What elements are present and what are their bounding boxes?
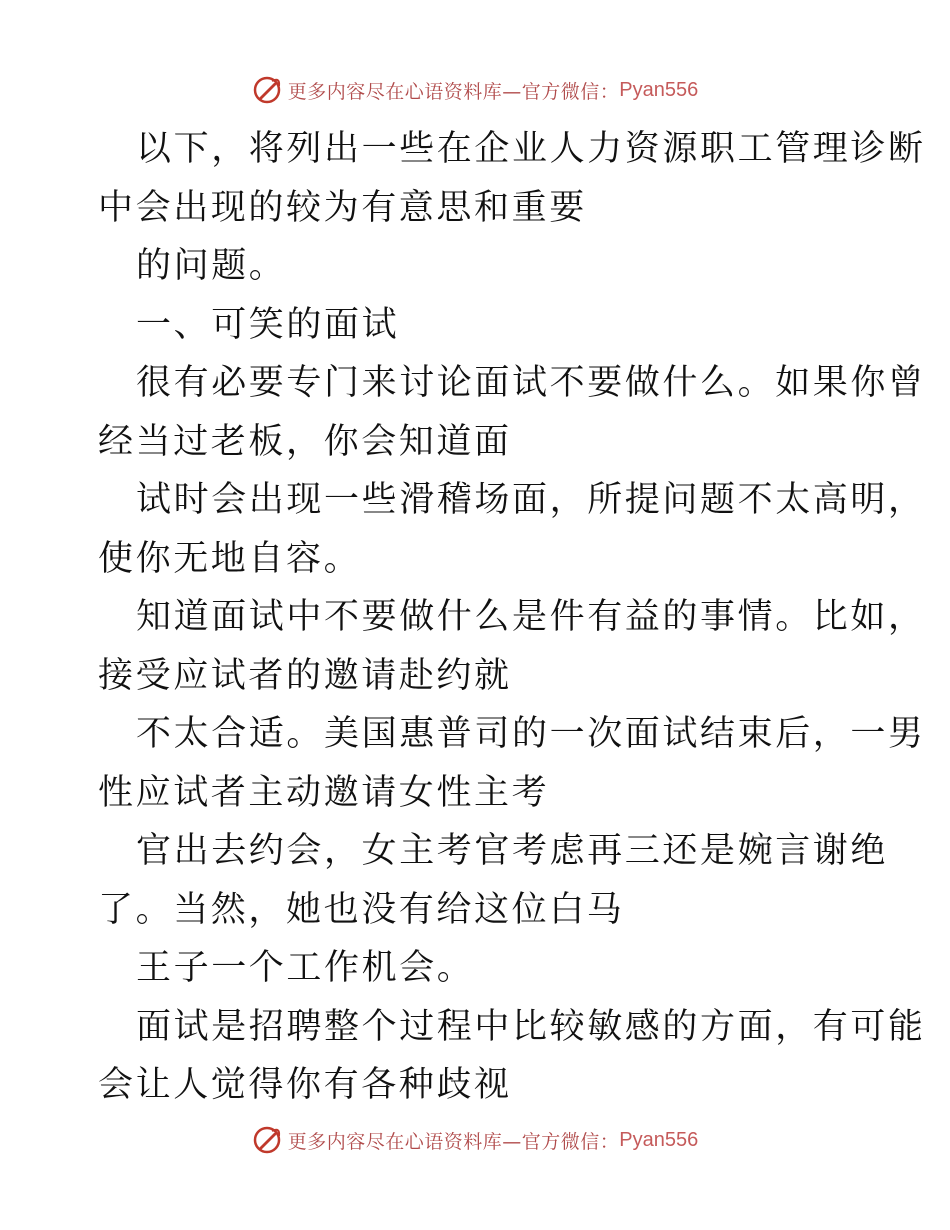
footer-banner-text: 更多内容尽在心语资料库—官方微信： [287,1130,620,1153]
paragraph-line: 中会出现的较为有意思和重要 [98,187,587,228]
paragraph-line: 经当过老板，你会知道面 [98,421,512,462]
paragraph-line: 很有必要专门来讨论面试不要做什么。如果你曾 [136,363,926,403]
paragraph-line: 使你无地自容。 [98,538,362,579]
paragraph-line: 了。当然，她也没有给这位白马 [98,889,625,930]
paragraph-line: 以下，将列出一些在企业人力资源职工管理诊断 [136,129,926,169]
paragraph-line: 知道面试中不要做什么是件有益的事情。比如， [136,597,926,637]
paragraph-line: 的问题。 [136,246,287,286]
paragraph-line: 不太合适。美国惠普司的一次面试结束后，一男 [136,714,926,754]
header-banner-text: 更多内容尽在心语资料库—官方微信： [287,80,620,103]
paragraph-line: 面试是招聘整个过程中比较敏感的方面，有可能 [136,1006,926,1047]
footer-wechat-id: Pyan556 [619,1128,699,1151]
paragraph-line: 接受应试者的邀请赴约就 [98,655,512,696]
quill-logo-icon [252,1125,282,1155]
header-wechat-id: Pyan556 [619,78,699,101]
header-watermark-banner [0,70,950,110]
footer-watermark-banner [0,1120,950,1160]
document-body [98,120,926,1115]
paragraph-line: 王子一个工作机会。 [136,948,475,988]
paragraph-line: 试时会出现一些滑稽场面，所提问题不太高明， [136,480,926,520]
paragraph-line: 性应试者主动邀请女性主考 [98,772,550,813]
paragraph-line: 会让人觉得你有各种歧视 [98,1065,512,1105]
paragraph-line: 官出去约会，女主考官考虑再三还是婉言谢绝 [136,831,889,871]
quill-logo-icon [252,75,282,105]
section-heading: 一、可笑的面试 [136,304,400,345]
